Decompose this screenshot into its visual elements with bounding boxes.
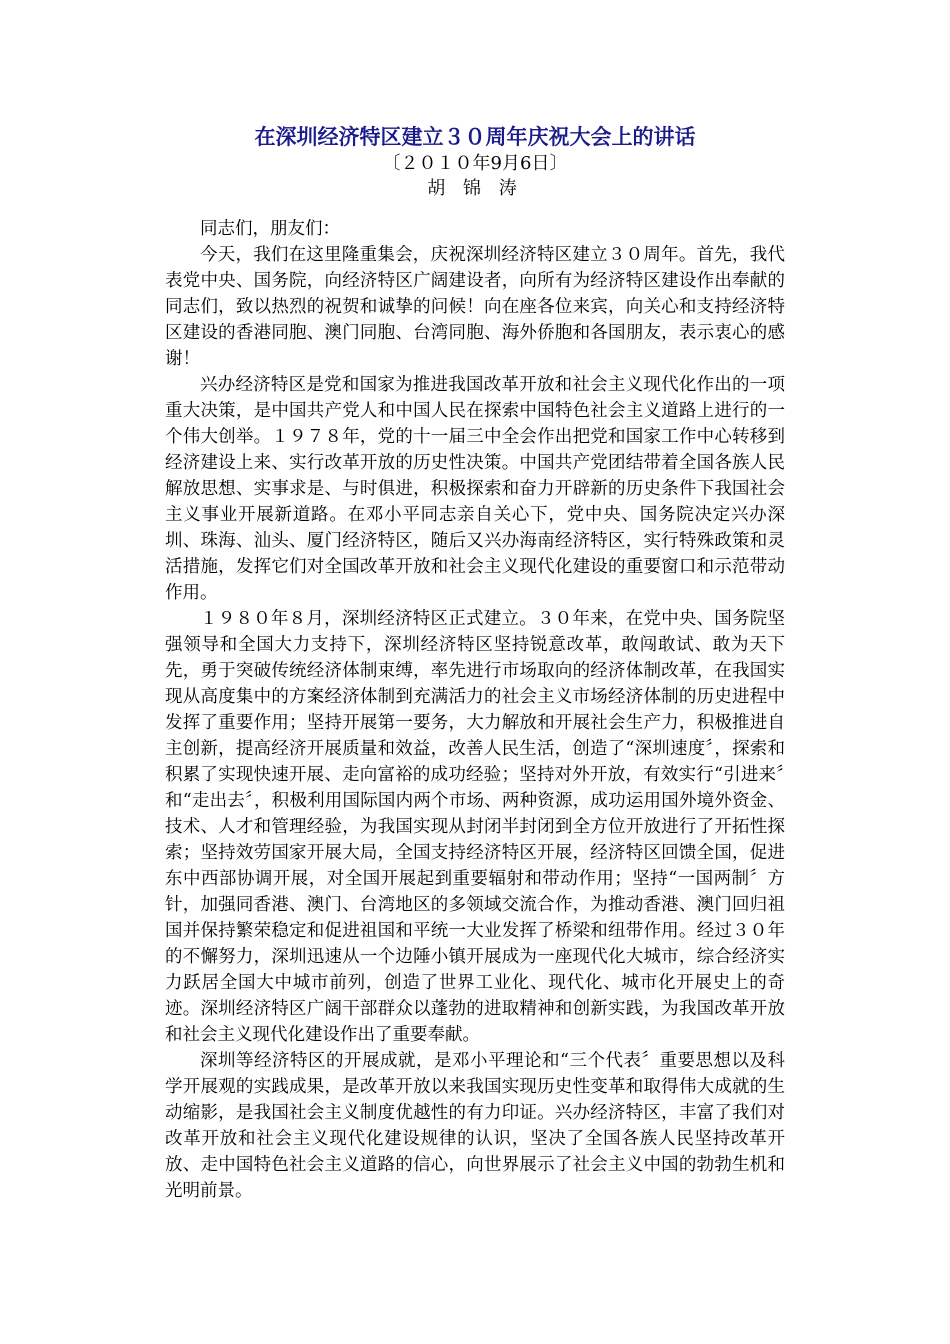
speech-greeting: 同志们，朋友们： (200, 219, 340, 239)
speech-author: 胡 锦 涛 (427, 178, 523, 199)
speech-paragraph: 兴办经济特区是党和国家为推进我国改革开放和社会主义现代化作出的一项重大决策，是中国共产党人和中国人民在探索中国特色社会主义道路上进行的一个伟大创举。１９７８年，党的十一届三中全会作出把党和国家工作中心转移到经济建设上来、实行改革开放的历史性决策。中国共产党团结带着全国各族人民解放思想、实事求是、与时俱进，积极探索和奋力开辟新的历史条件下我国社会主义事业开展新道路。在邓小平同志亲自关心下，党中央、国务院决定兴办深圳、珠海、汕头、厦门经济特区，随后又兴办海南经济特区，实行特殊政策和灵活措施，发挥它们对全国改革开放和社会主义现代化建设的重要窗口和示范带动作用。 (165, 375, 785, 603)
speech-paragraph: 今天，我们在这里隆重集会，庆祝深圳经济特区建立３０周年。首先，我代表党中央、国务院，向经济特区广阔建设者，向所有为经济特区建设作出奉献的同志们，致以热烈的祝贺和诚挚的问候！向在座各位来宾，向关心和支持经济特区建设的香港同胞、澳门同胞、台湾同胞、海外侨胞和各国朋友，表示衷心的感谢！ (165, 245, 785, 369)
speech-body (165, 216, 785, 1204)
speech-paragraph: １９８０年８月，深圳经济特区正式建立。３０年来，在党中央、国务院坚强领导和全国大力支持下，深圳经济特区坚持锐意改革，敢闯敢试、敢为天下先，勇于突破传统经济体制束缚，率先进行市场取向的经济体制改革，在我国实现从高度集中的方案经济体制到充满活力的社会主义市场经济体制的历史进程中发挥了重要作用；坚持开展第一要务，大力解放和开展社会生产力，积极推进自主创新，提高经济开展质量和效益，改善人民生活，创造了“深圳速度〞，探索和积累了实现快速开展、走向富裕的成功经验；坚持对外开放，有效实行“引进来〞和“走出去〞，积极利用国际国内两个市场、两种资源，成功运用国外境外资金、技术、人才和管理经验，为我国实现从封闭半封闭到全方位开放进行了开拓性探索；坚持效劳国家开展大局，全国支持经济特区开展，经济特区回馈全国，促进东中西部协调开展，对全国开展起到重要辐射和带动作用；坚持“一国两制〞方针，加强同香港、澳门、台湾地区的多领域交流合作，为推动香港、澳门回归祖国并保持繁荣稳定和促进祖国和平统一大业发挥了桥梁和纽带作用。经过３０年的不懈努力，深圳迅速从一个边陲小镇开展成为一座现代化大城市，综合经济实力跃居全国大中城市前列，创造了世界工业化、现代化、城市化开展史上的奇迹。深圳经济特区广阔干部群众以蓬勃的进取精神和创新实践，为我国改革开放和社会主义现代化建设作出了重要奉献。 (165, 609, 785, 1045)
speech-date: 〔２０１０年9月6日〕 (382, 153, 568, 174)
speech-paragraph: 深圳等经济特区的开展成就，是邓小平理论和“三个代表〞重要思想以及科学开展观的实践成果，是改革开放以来我国实现历史性变革和取得伟大成就的生动缩影，是我国社会主义制度优越性的有力印证。兴办经济特区，丰富了我们对改革开放和社会主义现代化建设规律的认识，坚决了全国各族人民坚持改革开放、走中国特色社会主义道路的信心，向世界展示了社会主义中国的勃勃生机和光明前景。 (165, 1051, 785, 1201)
speech-title: 在深圳经济特区建立３０周年庆祝大会上的讲话 (254, 124, 696, 149)
